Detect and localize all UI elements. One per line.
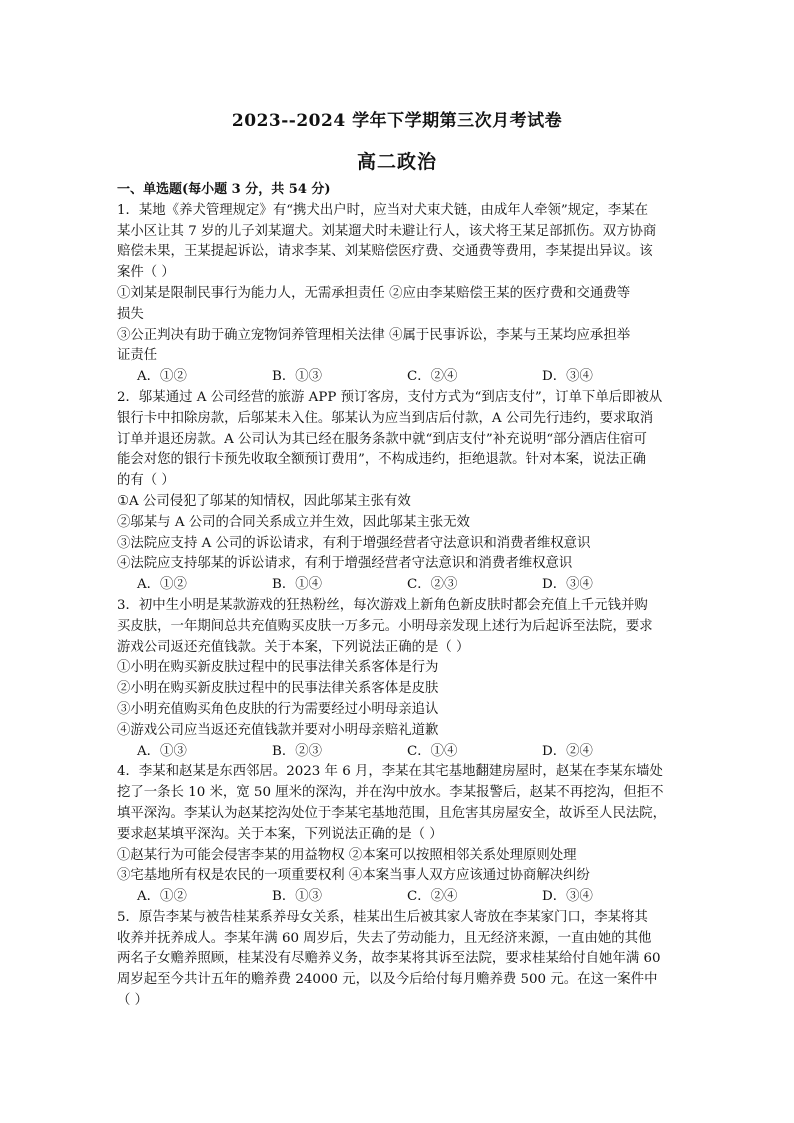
question-text-line: 案件（ ） <box>117 265 175 281</box>
question-4 <box>117 762 677 908</box>
question-text-line: 能会对您的银行卡预先收取全额预订费用”，不构成违约，拒绝退款。针对本案，说法正确 <box>117 452 647 468</box>
question-text-line: 买皮肤，一年期间总共充值购买皮肤一万多元。小明母亲发现上述行为后起诉至法院，要求 <box>117 618 653 634</box>
question-text-line: ④法院应支持邬某的诉讼请求，有利于增强经营者守法意识和消费者维权意识 <box>117 556 573 572</box>
question-text-line: ③公正判决有助于确立宠物饲养管理相关法律 ④属于民事诉讼，李某与王某均应承担举 <box>117 327 631 343</box>
answer-options <box>117 742 677 763</box>
question-text-line: 游戏公司返还充值钱款。关于本案，下列说法正确的是（ ） <box>117 639 470 655</box>
question-text-line: 损失 <box>117 306 144 322</box>
question-5 <box>117 908 677 1012</box>
question-text-line: 订单并退还房款。A 公司认为其已经在服务条款中就“到店支付”补充说明“部分酒店住宿可 <box>117 431 647 447</box>
question-text-line: （ ） <box>117 993 149 1009</box>
answer-option: A．①③ <box>137 743 187 759</box>
answer-option: A．①② <box>137 577 187 593</box>
question-text-line: ②邬某与 A 公司的合同关系成立并生效，因此邬某主张无效 <box>117 514 470 530</box>
answer-option: B．①③ <box>272 889 323 905</box>
question-2 <box>117 388 677 596</box>
exam-subject: 高二政治 <box>356 151 437 173</box>
question-text-line: 两名子女赡养照顾，桂某没有尽赡养义务，故李某将其诉至法院，要求桂某给付自她年满 60 <box>117 951 661 967</box>
question-text-line: 1．某地《养犬管理规定》有“携犬出户时，应当对犬束犬链，由成年人牵领”规定，李某在 <box>117 202 649 218</box>
question-text-line: 的有（ ） <box>117 473 175 489</box>
answer-options <box>117 575 677 596</box>
question-text-line: 证责任 <box>117 348 158 364</box>
question-text-line: ③宅基地所有权是农民的一项重要权利 ④本案当事人双方应该通过协商解决纠纷 <box>117 868 590 884</box>
answer-option: C．②④ <box>407 369 458 385</box>
answer-option: C．②④ <box>407 889 458 905</box>
question-text-line: 周岁起至今共计五年的赡养费 24000 元，以及今后给付每月赡养费 500 元。在这一案件中 <box>117 972 658 988</box>
answer-option: D．③④ <box>542 889 593 905</box>
question-text-line: 要求赵某填平深沟。关于本案，下列说法正确的是（ ） <box>117 826 443 842</box>
answer-option: D．③④ <box>542 369 593 385</box>
question-text-line: 5．原告李某与被告桂某系养母女关系，桂某出生后被其家人寄放在李某家门口，李某将其 <box>117 909 648 925</box>
exam-title: 2023--2024 学年下学期第三次月考试卷 <box>231 111 563 131</box>
question-text-line: 某小区让其 7 岁的儿子刘某遛犬。刘某遛犬时未避让行人，该犬将王某足部抓伤。双方协商 <box>117 223 657 239</box>
answer-option: D．③④ <box>542 577 593 593</box>
question-text-line: 收养并抚养成人。李某年满 60 周岁后，失去了劳动能力，且无经济来源，一直由她的其他 <box>117 930 652 946</box>
question-text-line: 4．李某和赵某是东西邻居。2023 年 6 月，李某在其宅基地翻建房屋时，赵某在李某东墙处 <box>117 764 663 780</box>
answer-option: D．②④ <box>542 743 593 759</box>
question-text-line: 赔偿未果，王某提起诉讼，请求李某、刘某赔偿医疗费、交通费等费用，李某提出异议。该 <box>117 244 653 260</box>
section-heading: 一、单选题(每小题 3 分，共 54 分) <box>117 182 331 197</box>
question-text-line: ①刘某是限制民事行为能力人，无需承担责任 ②应由李某赔偿王某的医疗费和交通费等 <box>117 285 631 301</box>
question-text-line: ④游戏公司应当返还充值钱款并要对小明母亲赔礼道歉 <box>117 722 439 738</box>
answer-option: B．②③ <box>272 743 323 759</box>
answer-options <box>117 367 677 388</box>
question-text-line: 填平深沟。李某认为赵某挖沟处位于李某宅基地范围，且危害其房屋安全，故诉至人民法院， <box>117 805 667 821</box>
question-text-line: ①A 公司侵犯了邬某的知情权，因此邬某主张有效 <box>117 493 411 509</box>
question-list <box>117 201 677 1012</box>
answer-option: C．②③ <box>407 577 458 593</box>
question-text-line: ②小明在购买新皮肤过程中的民事法律关系客体是皮肤 <box>117 681 439 697</box>
question-text-line: 2．邬某通过 A 公司经营的旅游 APP 预订客房，支付方式为“到店支付”，订单下单后即被从 <box>117 389 663 405</box>
question-text-line: 挖了一条长 10 米，宽 50 厘米的深沟，并在沟中放水。李某报警后，赵某不再挖沟，但拒不 <box>117 785 664 801</box>
answer-option: B．①③ <box>272 369 323 385</box>
question-text-line: ③小明充值购买角色皮肤的行为需要经过小明母亲追认 <box>117 701 439 717</box>
question-text-line: 3．初中生小明是某款游戏的狂热粉丝，每次游戏上新角色新皮肤时都会充值上千元钱并购 <box>117 597 648 613</box>
answer-option: C．①④ <box>407 743 458 759</box>
question-3 <box>117 596 677 762</box>
answer-option: B．①④ <box>272 577 323 593</box>
question-text-line: ①小明在购买新皮肤过程中的民事法律关系客体是行为 <box>117 660 439 676</box>
question-text-line: 银行卡中扣除房款，后邬某未入住。邬某认为应当到店后付款，A 公司先行违约，要求取消 <box>117 410 654 426</box>
question-text-line: ③法院应支持 A 公司的诉讼请求，有利于增强经营者守法意识和消费者维权意识 <box>117 535 591 551</box>
question-1 <box>117 201 677 388</box>
answer-option: A．①② <box>137 889 187 905</box>
answer-options <box>117 887 677 908</box>
answer-option: A．①② <box>137 369 187 385</box>
question-text-line: ①赵某行为可能会侵害李某的用益物权 ②本案可以按照相邻关系处理原则处理 <box>117 847 577 863</box>
exam-content <box>117 180 677 1012</box>
